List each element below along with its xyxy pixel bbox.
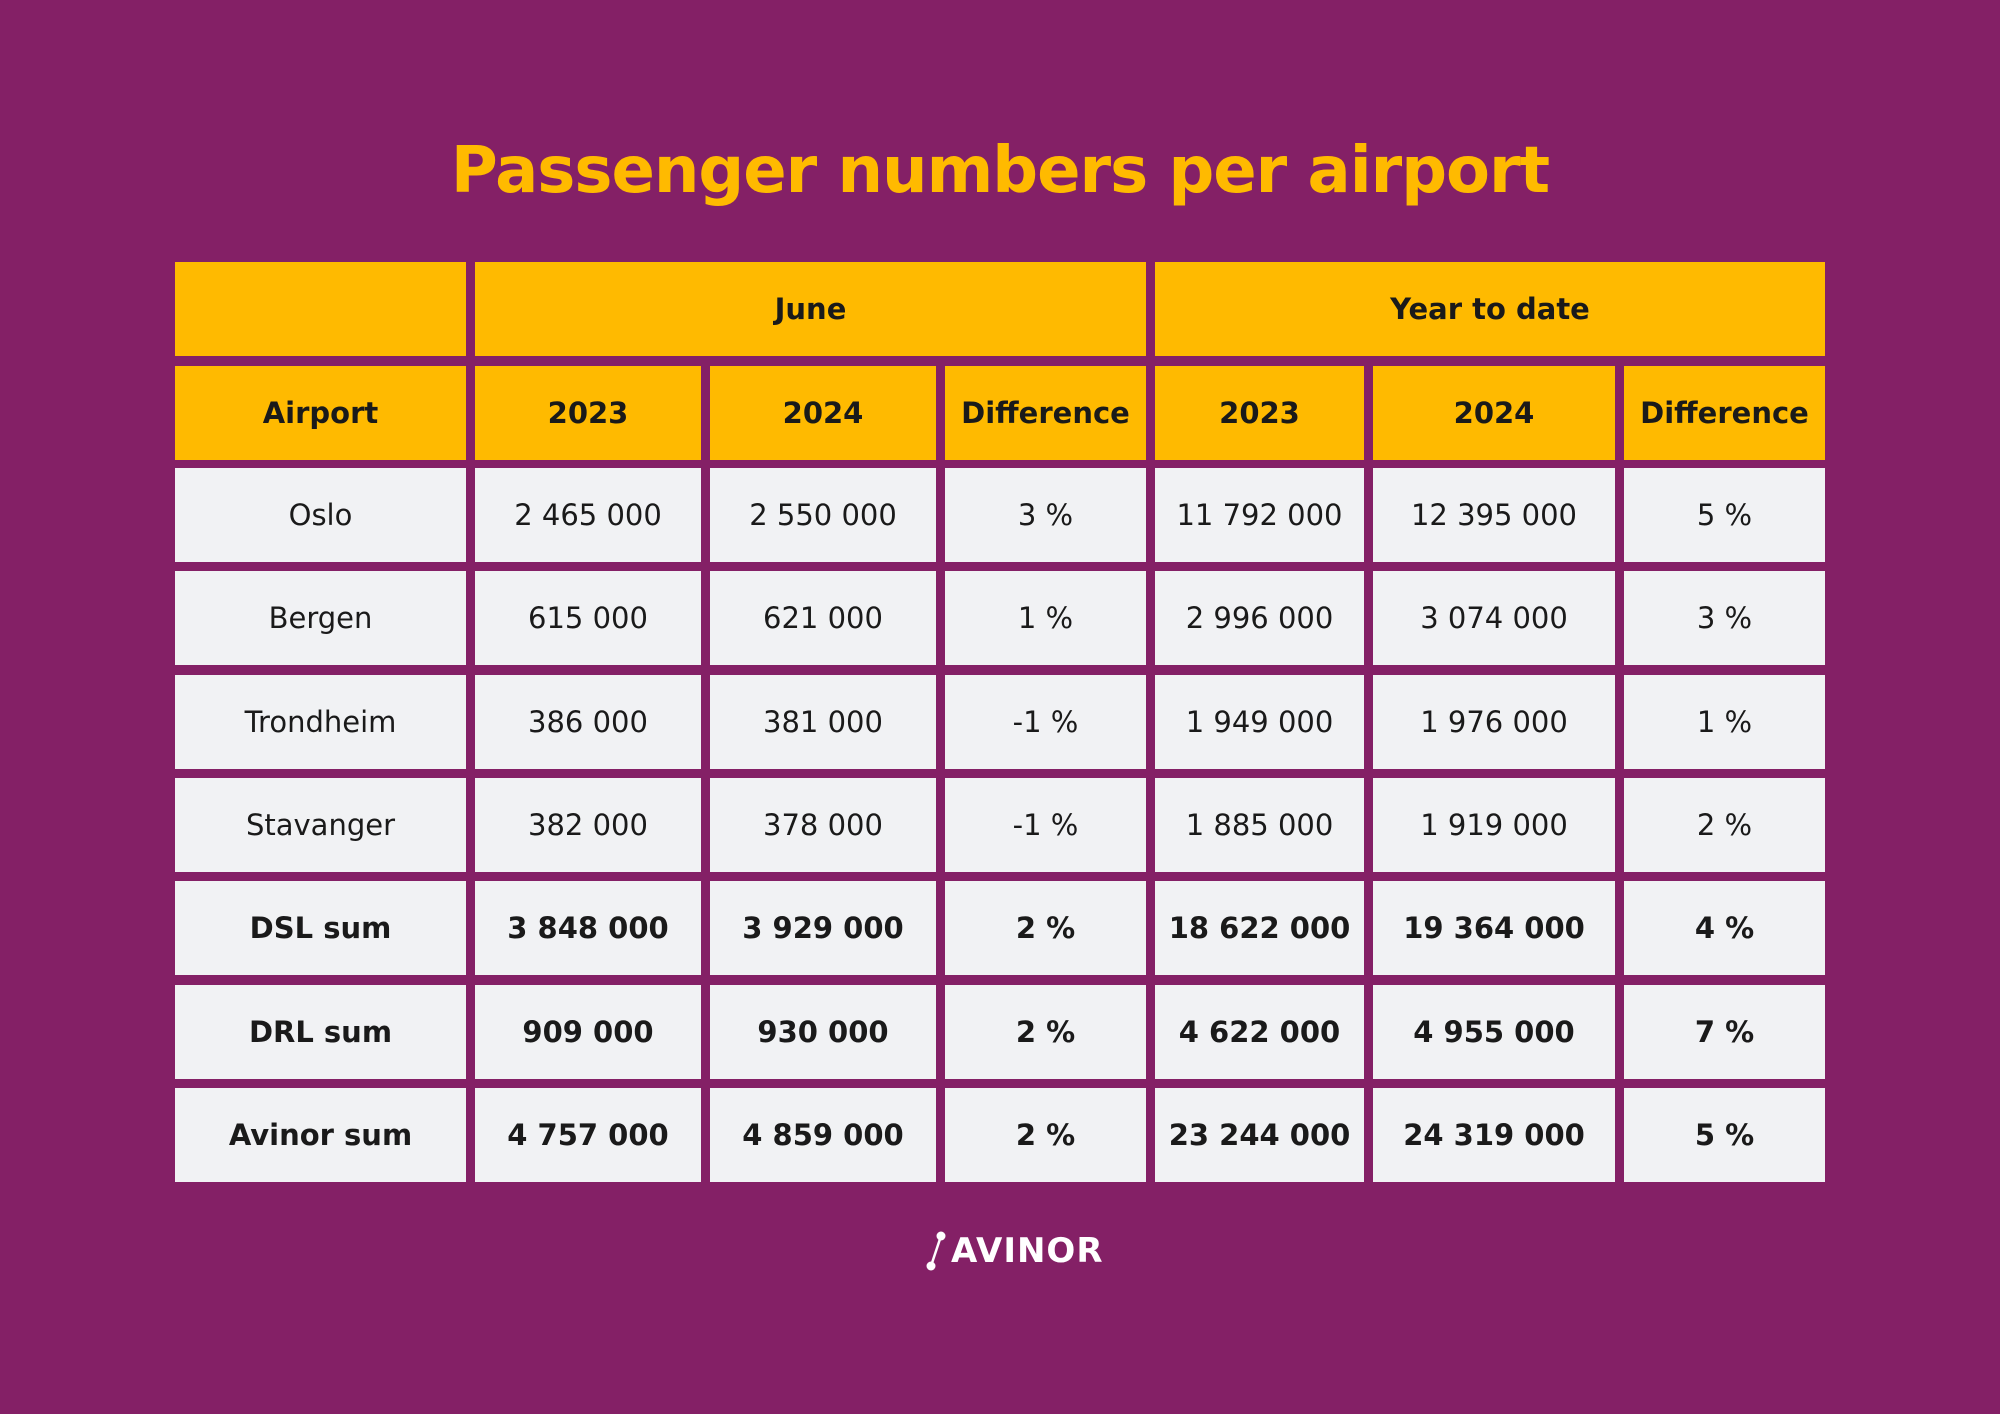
airport-name-cell: Bergen <box>175 571 466 665</box>
column-header: 2024 <box>710 366 936 460</box>
column-header: Difference <box>945 366 1146 460</box>
table-cell: 930 000 <box>710 985 936 1079</box>
column-header: Airport <box>175 366 466 460</box>
table-cell: 381 000 <box>710 675 936 769</box>
table-cell: 2 % <box>1624 778 1825 872</box>
table-cell: 3 848 000 <box>475 881 701 975</box>
table-cell: 386 000 <box>475 675 701 769</box>
column-header: Difference <box>1624 366 1825 460</box>
table-cell: 4 622 000 <box>1155 985 1364 1079</box>
table-cell: 621 000 <box>710 571 936 665</box>
table-cell: 909 000 <box>475 985 701 1079</box>
table-cell: 4 955 000 <box>1373 985 1615 1079</box>
table-cell: 18 622 000 <box>1155 881 1364 975</box>
column-header: 2023 <box>475 366 701 460</box>
table-cell: 4 859 000 <box>710 1088 936 1182</box>
table-cell: 23 244 000 <box>1155 1088 1364 1182</box>
table-cell: 11 792 000 <box>1155 468 1364 562</box>
table-cell: 5 % <box>1624 1088 1825 1182</box>
table-cell: 12 395 000 <box>1373 468 1615 562</box>
airport-name-cell: DSL sum <box>175 881 466 975</box>
table-cell: 24 319 000 <box>1373 1088 1615 1182</box>
table-cell: 1 % <box>1624 675 1825 769</box>
table-cell: 5 % <box>1624 468 1825 562</box>
table-cell: 1 % <box>945 571 1146 665</box>
table-cell: 2 % <box>945 1088 1146 1182</box>
airport-name-cell: Stavanger <box>175 778 466 872</box>
table-cell: 3 % <box>1624 571 1825 665</box>
table-cell: 3 929 000 <box>710 881 936 975</box>
table-cell: 2 996 000 <box>1155 571 1364 665</box>
table-cell: 382 000 <box>475 778 701 872</box>
table-cell: 4 757 000 <box>475 1088 701 1182</box>
table-cell: 615 000 <box>475 571 701 665</box>
table-cell: 3 074 000 <box>1373 571 1615 665</box>
column-header: 2023 <box>1155 366 1364 460</box>
table-cell: 4 % <box>1624 881 1825 975</box>
avinor-logo <box>925 1230 1104 1272</box>
group-header: Year to date <box>1155 262 1825 356</box>
table-cell: 3 % <box>945 468 1146 562</box>
group-header <box>175 262 466 356</box>
column-header: 2024 <box>1373 366 1615 460</box>
table-cell: 19 364 000 <box>1373 881 1615 975</box>
table-cell: 2 465 000 <box>475 468 701 562</box>
chart-title: Passenger numbers per airport <box>450 134 1550 208</box>
avinor-logo-icon <box>925 1230 947 1272</box>
table-cell: 2 % <box>945 881 1146 975</box>
airport-name-cell: DRL sum <box>175 985 466 1079</box>
airport-name-cell: Trondheim <box>175 675 466 769</box>
table-cell: -1 % <box>945 675 1146 769</box>
table-cell: -1 % <box>945 778 1146 872</box>
airport-name-cell: Avinor sum <box>175 1088 466 1182</box>
airport-name-cell: Oslo <box>175 468 466 562</box>
group-header: June <box>475 262 1146 356</box>
table-cell: 1 919 000 <box>1373 778 1615 872</box>
table-cell: 1 976 000 <box>1373 675 1615 769</box>
table-cell: 378 000 <box>710 778 936 872</box>
table-cell: 2 % <box>945 985 1146 1079</box>
table-cell: 1 949 000 <box>1155 675 1364 769</box>
table-cell: 2 550 000 <box>710 468 936 562</box>
table-cell: 7 % <box>1624 985 1825 1079</box>
avinor-logo-text: AVINOR <box>951 1231 1104 1271</box>
table-cell: 1 885 000 <box>1155 778 1364 872</box>
